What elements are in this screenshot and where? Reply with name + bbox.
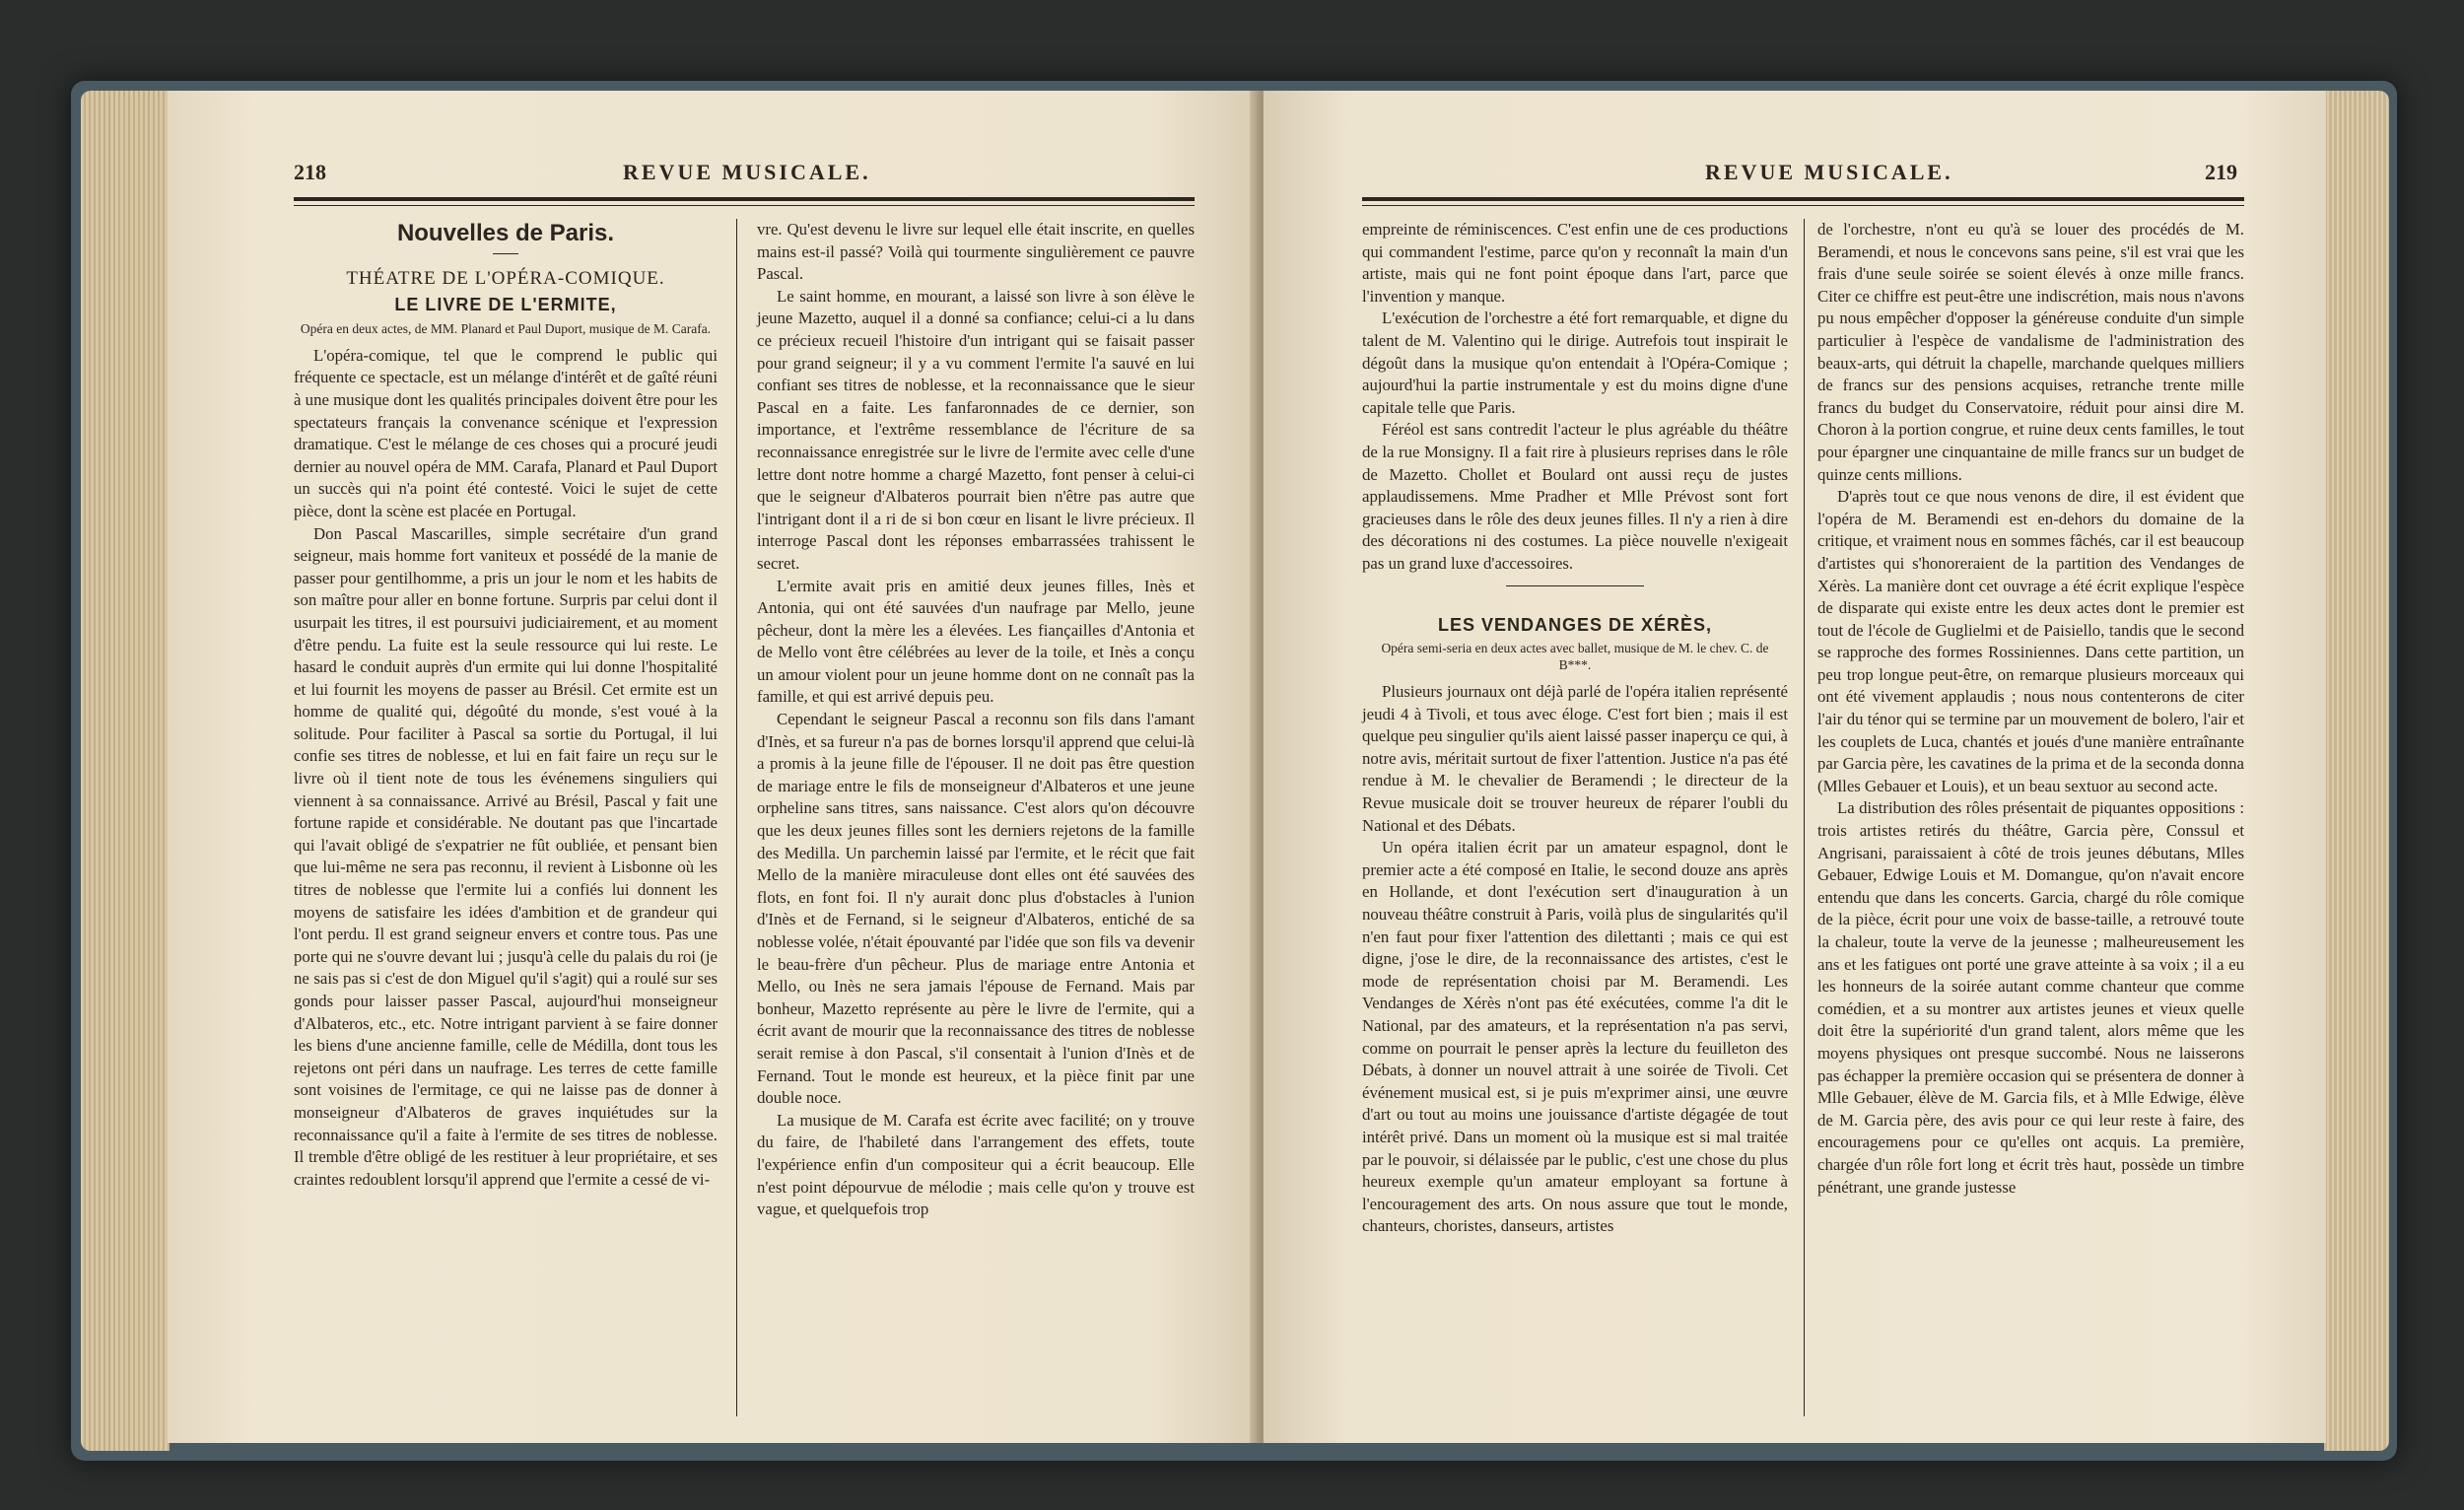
paragraph: D'après tout ce que nous venons de dire, il est évident que l'opéra de M. Beramendi est en-dehors du domaine de la critique, et vraiment nous en sommes fâchés, car il est beaucoup d'artistes qui s'honoreraient de la partition des Vendanges de Xérès. La manière dont cet ouvrage a été écrit explique l'espèce de disparate qui existe entre les deux actes dont le premier est tout de l'école de Guglielmi et de Paisiello, tandis que le second se rapproche des formes Rossiniennes. Dans cette partition, un peu trop longue peut-être, on remarque plusieurs morceaux qui ont été vivement applaudis ; nous nous contenterons de citer l'air du ténor qui se termine par un mouvement de bolero, l'air et les couplets de Luca, chantés et joués d'une manière entraînante par Garcia père, les cavatines de la prima et de la seconda donna (Mlles Gebauer et Louis), et un beau sextuor au second acte. <box>1817 487 2244 795</box>
right-column-1 <box>1362 219 1788 1238</box>
header-rule-thick <box>1362 197 2244 201</box>
running-head: REVUE MUSICALE. <box>1705 160 1953 184</box>
page-number: 218 <box>294 160 326 184</box>
paragraph: Plusieurs journaux ont déjà parlé de l'opéra italien représenté jeudi 4 à Tivoli, et tous avec éloge. C'est fort bien ; mais il est quelque peu singulier qu'ils aient laissé passer inaperçu ce qui, à notre avis, méritait surtout de fixer l'attention. Justice n'a pas été rendue à M. le chevalier de Beramendi ; le directeur de la Revue musicale doit se trouver heureux de réparer l'oubli du National et des Débats. <box>1362 682 1788 835</box>
left-column-1 <box>294 219 718 1191</box>
column-divider <box>736 219 737 1416</box>
paragraph: Le saint homme, en mourant, a laissé son livre à son élève le jeune Mazetto, auquel il a donné sa confiance; celui-ci a lu dans ce précieux recueil l'histoire d'un intrigant qui se faisait passer pour grand seigneur; il y a vu comment l'ermite l'a sauvé en lui confiant ses titres de noblesse, et la reconnaissance que le sieur Pascal en a faite. Les fanfaronnades de ce dernier, son importance, et l'extrême ressemblance de l'écriture de sa reconnaissance enregistrée sur le livre de l'ermite avec celle d'une lettre dont notre homme a chargé Mazetto, font penser à celui-ci que le seigneur d'Albateros pourrait bien n'être pas autre que l'intrigant dont il a ri de si bon cœur en lisant le livre précieux. Il interroge Pascal dont les réponses embarrassées trahissent le secret. <box>757 286 1195 573</box>
work-note: Opéra semi-seria en deux actes avec ballet, musique de M. le chev. C. de B***. <box>1381 641 1769 673</box>
paragraph: La musique de M. Carafa est écrite avec facilité; on y trouve du faire, de l'habileté dans l'arrangement des effets, toute l'expérience enfin d'un compositeur qui a écrit beaucoup. Elle n'est point dépourvue de mélodie ; mais celle qu'on y trouve est vague, et quelquefois trop <box>757 1110 1195 1219</box>
header-rule-thin <box>294 205 1195 206</box>
header-rule-thin <box>1362 205 2244 206</box>
paragraph: Don Pascal Mascarilles, simple secrétaire d'un grand seigneur, mais homme fort vaniteux et possédé de la manie de passer pour gentilhomme, a pris un jour le nom et les habits de son maître pour aller en bonne fortune. Surpris par celui dont il usurpait les titres, il est poursuivi judiciairement, et au moment d'être pendu. La fuite est la seule ressource qui lui reste. Le hasard le conduit auprès d'un ermite qui lui donne l'hospitalité et lui fournit les moyens de passer au Brésil. Cet ermite est un homme de qualité qui, dégoûté du monde, s'est voué à la solitude. Pour faciliter à Pascal sa sortie du Portugal, il lui confie ses titres de noblesse, et lui en fait faire un reçu sur le livre où il tient note de tous les événemens singuliers qui viennent à sa connaissance. Arrivé au Brésil, Pascal y fait une fortune rapide et considérable. Ne doutant pas que l'incartade qui l'avait obligé de s'expatrier ne fût oubliée, et pensant bien que lui-même ne sera pas reconnu, il revient à Lisbonne où les titres de noblesse que l'ermite lui a confiés lui donnent les moyens de satisfaire les idées d'ambition et de grandeur qui l'ont perdu. Il est grand seigneur envers et contre tous. Pas une porte qui ne s'ouvre devant lui ; jusqu'à celle du palais du roi (je ne sais pas si c'est de don Miguel qu'il s'agit) qui a roulé sur ses gonds pour laisser passer Pascal, aujourd'hui monseigneur d'Albateros, etc., etc. Notre intrigant parvient à se faire donner les biens d'une ancienne famille, celle de Médilla, dont tous les rejetons ont péri dans un naufrage. Les terres de cette famille sont voisines de l'ermitage, ce qui ne laisse pas de donner à monseigneur d'Albateros de graves inquiétudes sur la reconnaissance qu'il a faite à l'ermite de ses titres de noblesse. Il tremble d'être obligé de les restituer à leur propriétaire, et ses craintes redoublent lorsqu'il apprend que l'ermite a cessé de vi- <box>294 523 718 1189</box>
page-edges-left <box>81 91 170 1451</box>
page-edges-right <box>2324 91 2389 1451</box>
page-number: 219 <box>2205 160 2237 184</box>
work-title: LES VENDANGES DE XÉRÈS, <box>1437 614 1713 635</box>
paragraph: L'exécution de l'orchestre a été fort remarquable, et digne du talent de M. Valentino qui le dirige. Autrefois tout inspirait le dégoût dans la musique qu'on entendait à l'Opéra-Comique ; aujourd'hui la partie instrumentale y est du moins digne d'une capitale telle que Paris. <box>1362 309 1788 417</box>
paragraph: L'opéra-comique, tel que le comprend le public qui fréquente ce spectacle, est un mélange d'intérêt et de gaîté réuni à une musique dont les qualités principales doivent être pour les spectateurs français la convenance scénique et l'expression dramatique. C'est le mélange de ces choses qui a procuré jeudi dernier au nouvel opéra de MM. Carafa, Planard et Paul Duport un succès qui n'a point été contesté. Voici le sujet de cette pièce, dont la scène est placée en Portugal. <box>294 345 718 520</box>
right-column-2 <box>1817 219 2244 1199</box>
paragraph: de l'orchestre, n'ont eu qu'à se louer des procédés de M. Beramendi, et nous le concevons sans peine, s'il est vrai que les frais d'une seule soirée se soient élevés à onze mille francs. Citer ce chiffre est peut-être une indiscrétion, mais nous n'avons pu nous empêcher d'opposer la généreuse conduite d'un simple particulier à l'espèce de vandalisme de l'administration des beaux-arts, qui détruit la chapelle, marchande quelques milliers de francs sur des pensions acquises, retranche trente mille francs du budget du Conservatoire, réduit pour ainsi dire M. Choron à la portion congrue, et ruine deux cents familles, le tout pour épargner une cinquantaine de mille francs sur un budget de quinze cents millions. <box>1817 220 2244 484</box>
header-rule-thick <box>294 197 1195 201</box>
paragraph: Cependant le seigneur Pascal a reconnu son fils dans l'amant d'Inès, et sa fureur n'a pas de bornes lorsqu'il apprend que celui-là a promis à la jeune fille de l'épouser. Il ne doit pas être question de mariage entre le fils de monseigneur d'Albateros et une jeune orpheline sans titres, sans naissance. C'est alors qu'on découvre que les deux jeunes filles sont les derniers rejetons de la famille des Medilla. Un parchemin laissé par l'ermite, et le récit que fait Mello de la manière miraculeuse dont elles ont été sauvées des flots, en font foi. Il n'y aurait donc plus d'obstacles à l'union d'Inès et de Fernand, si le seigneur d'Albateros, entiché de sa noblesse volée, n'était épouvanté par l'idée que son fils va devenir le beau-frère d'un pêcheur. Plus de mariage entre Antonia et Mello, ou Inès ne sera jamais l'épouse de Fernand. Mais par bonheur, Mazetto représente au père le livre de l'ermite, qui a écrit avant de mourir que la reconnaissance des titres de noblesse serait remise à don Pascal, s'il consentait à l'union d'Inès et de Fernand. Tout le monde est heureux, et la pièce finit par une double noce. <box>757 710 1195 1108</box>
work-title: LE LIVRE DE L'ERMITE, <box>394 295 617 315</box>
paragraph: vre. Qu'est devenu le livre sur lequel elle était inscrite, en quelles mains est-il passé? Voilà qui tourmente singulièrement ce pauvre Pascal. <box>757 220 1195 284</box>
paragraph: L'ermite avait pris en amitié deux jeunes filles, Inès et Antonia, qui ont été sauvées d'un naufrage par Mello, jeune pêcheur, dont la mère les a élevées. Les fiançailles d'Antonia et de Mello vont être célébrées au lever de la toile, et Inès a conçu un amour violent pour un jeune homme dont on ne connaît pas la famille, et qui est arrivé depuis peu. <box>757 576 1195 707</box>
separator <box>493 253 518 254</box>
theatre-title: THÉATRE DE L'OPÉRA-COMIQUE. <box>346 267 665 289</box>
work-note: Opéra en deux actes, de MM. Planard et Paul Duport, musique de M. Carafa. <box>300 320 712 336</box>
paragraph: Un opéra italien écrit par un amateur espagnol, dont le premier acte a été composé en Italie, le second douze ans après en Hollande, et dont l'exécution sert d'inauguration à un nouveau théâtre construit à Paris, voilà plus de singularités qu'il n'en faut pour fixer l'attention des dilettanti ; mais ce qui est digne, j'ose le dire, de la reconnaissance des artistes, c'est le mode de représentation choisi par M. Beramendi. Les Vendanges de Xérès n'ont pas été exécutées, comme l'a dit le National, par des amateurs, et la représentation n'a pas servi, comme on pourrait le penser après la lecture du feuilleton des Débats, à donner un nouvel attrait à une soirée de Tivoli. Cet événement musical est, si je puis m'exprimer ainsi, une œuvre d'art ou tout au moins une jouissance d'artiste dégagée de tout intérêt privé. Dans un moment où la musique est si mal traitée par le pouvoir, si délaissée par le public, c'est une chose du plus heureux exemple qu'un amateur employant sa fortune à l'encouragement des arts. On nous assure que tout le monde, chanteurs, choristes, danseurs, artistes <box>1362 838 1788 1236</box>
paragraph: empreinte de réminiscences. C'est enfin une de ces productions qui commandent l'estime, parce qu'on y reconnaît la main d'un artiste, mais qui ne font point époque dans l'art, parce que l'invention y manque. <box>1362 220 1788 306</box>
separator <box>1506 585 1644 586</box>
running-head: REVUE MUSICALE. <box>623 160 871 184</box>
section-title: Nouvelles de Paris. <box>396 220 615 246</box>
paragraph: La distribution des rôles présentait de piquantes oppositions : trois artistes retirés du théâtre, Garcia père, Conssul et Angrisani, paraissaient à côté de trois jeunes débutans, Mlles Gebauer, Edwige Louis et M. Domangue, qu'on n'avait encore entendu que dans les concerts. Garcia, chargé du rôle comique de la pièce, écrit pour une voix de basse-taille, a retrouvé toute la chaleur, toute la verve de la jeunesse ; malheureusement les ans et les fatigues ont porté une grave atteinte à sa voix ; il a eu les honneurs de la soirée autant comme chanteur que comme comédien, et a su montrer aux artistes jeunes et vieux quelle doit être la supériorité d'un grand talent, alors même que les moyens physiques ont presque succombé. Nous ne laisserons pas échapper la première occasion qui se présentera de donner à Mlle Gebauer, élève de M. Garcia fils, et à Mlle Edwige, élève de M. Garcia père, des avis pour ce qui leur reste à faire, des encouragemens pour ce qu'elles ont acquis. La première, chargée d'un rôle fort long et écrit très haut, possède un timbre pénétrant, une grande justesse <box>1817 798 2244 1197</box>
right-page <box>1264 91 2326 1443</box>
left-page <box>168 91 1260 1443</box>
column-divider <box>1804 219 1805 1416</box>
left-column-2 <box>757 219 1195 1221</box>
paragraph: Féréol est sans contredit l'acteur le plus agréable du théâtre de la rue Monsigny. Il a fait rire à plusieurs reprises dans le rôle de Mazetto. Chollet et Boulard ont aussi reçu de justes applaudissemens. Mme Pradher et Mlle Prévost sont fort gracieuses dans le rôle des deux jeunes filles. Il n'y a rien à dire des décorations ni des costumes. La pièce nouvelle n'exigeait pas un grand luxe d'accessoires. <box>1362 420 1788 573</box>
